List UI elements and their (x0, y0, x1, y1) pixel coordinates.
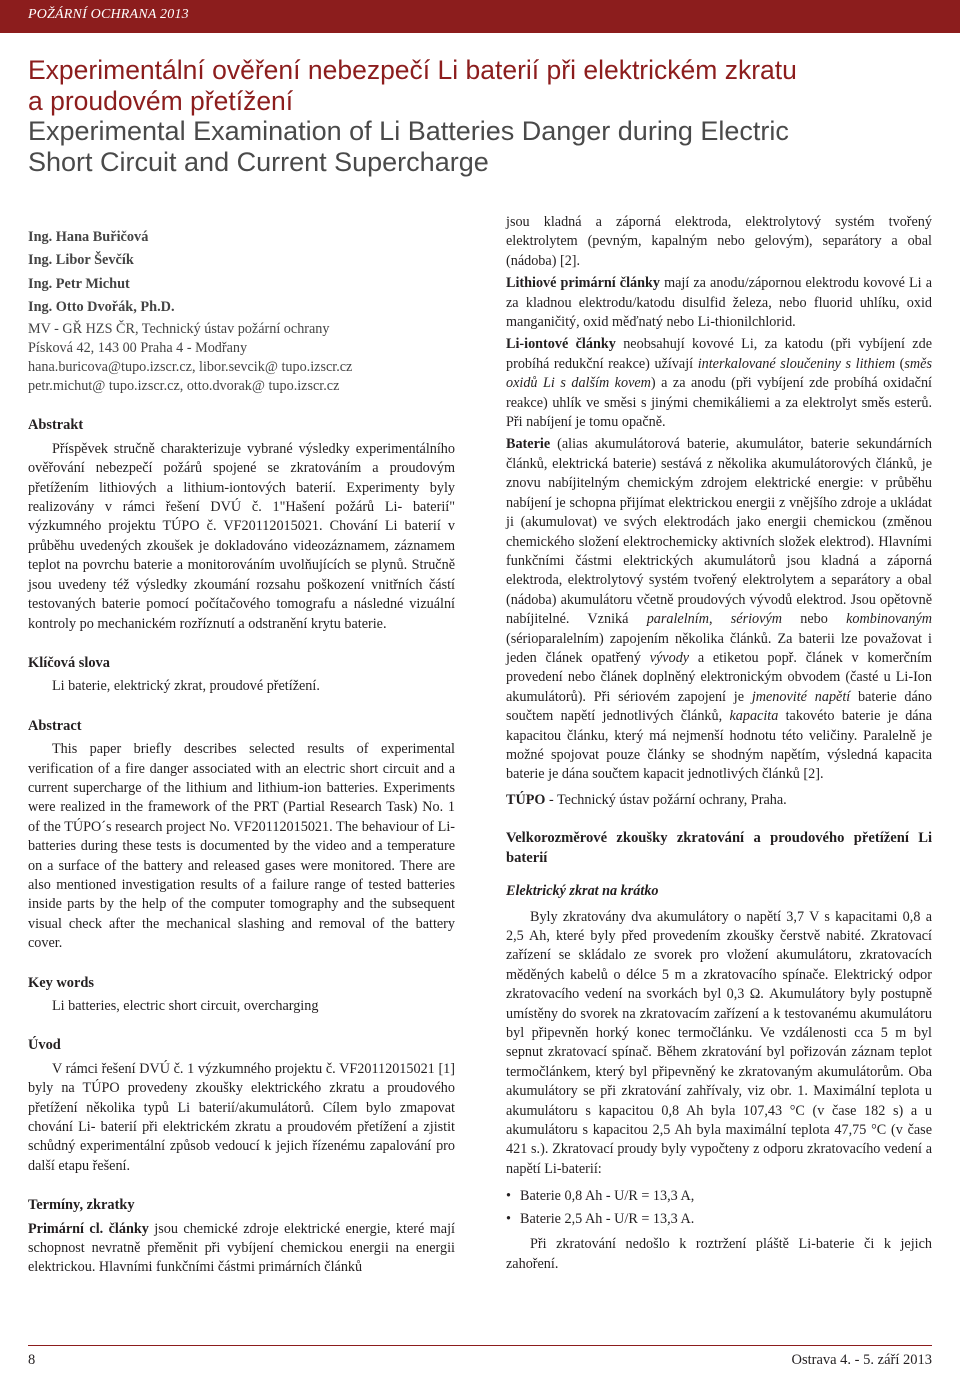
primarni-clanky-paragraph (28, 1220, 455, 1278)
paragraph: jsou kladná a záporná elektroda, elektrolytový systém tvořený elektrolytem (pevným, kapalným nebo gelovým), separátory a obal (nádoba) [2]. (506, 214, 932, 269)
li-iontove-paragraph (506, 335, 932, 432)
text-run: kapacita (729, 708, 779, 725)
term-lithiove: Lithiové primární články (506, 275, 660, 292)
title-block (28, 55, 928, 178)
author: Ing. Otto Dvořák, Ph.D. (28, 299, 175, 316)
title-en-line2: Short Circuit and Current Supercharge (28, 147, 489, 177)
text-run: a etiketou popř. článek v komerčním provedení nebo článek doplněný elektronickým obvodem (časté u Li-Ion akumulátorů). Při sériovém zapojení je (506, 649, 932, 705)
text-run: nebo (781, 611, 847, 628)
term-tupo-def: - Technický ústav požární ochrany, Praha. (545, 791, 787, 808)
list-item: • Baterie 0,8 Ah - U/R = 13,3 A, (506, 1185, 932, 1208)
affiliation-line: MV - GŘ HZS ČR, Technický ústav požární ochrany (28, 320, 330, 337)
page-number: 8 (28, 1352, 36, 1368)
text-run: kombinovaným (846, 611, 932, 628)
journal-header-bar (0, 0, 960, 33)
text-run: interkalované sloučeniny s lithiem (697, 355, 896, 372)
journal-name: POŽÁRNÍ OCHRANA 2013 (28, 7, 189, 22)
abstract-heading: Abstract (28, 717, 82, 734)
paragraph: Byly zkratovány dva akumulátory o napětí 3,7 V s kapacitami 0,8 a 2,5 Ah, které byly před provedením zkoušky čerstvě nabité. Zkratovací zařízení se skládalo ze svorek pro vložení akumulátoru, zkratovacích měděných kabelů o délce 5 m a zkratovacího spínače. Elektrický odpor zkratovacího vedení na svorkách byl 0,3 Ω. Akumulátory byly postupně umístěny do svorek na zkratovacím zařízení a k testovanému akumulátoru byl připevněn horký konec termočlánku. Ve vzdálenosti cca 5 m byl sepnut zkratovací spínač. Během zkratování byl pořizován záznam teplot termočlánkem, který byl připevněný ke zkratovaným akumulátorům. Oba akumulátory se při zkratování zahřívaly, viz obr. 1. Maximální teplota u akumulátoru s kapacitou 0,8 Ah byla 107,43 °C (v čase 182 s) a u akumulátoru s kapacitou 2,5 Ah byla maximální teplota 47,75 °C (v čase 421 s.). Zkratovací proudy byly vypočteny z odporu zkratovacího vedení a napětí Li-baterií: (506, 908, 932, 1177)
left-column (28, 226, 455, 1278)
text-run: takovéto baterie je dána kapacitou článku, který má nejmenší hodnotu této veličiny. Paralelně je možné spojovat pouze články se shodným napětím, výsledná kapacita baterie je dána součtem kapacit jednotlivých článků [2]. (506, 708, 932, 783)
terminy-heading: Termíny, zkratky (28, 1197, 135, 1214)
text-run: směs oxidů Li s dalším kovem (506, 355, 932, 392)
author-list (28, 226, 455, 320)
text-run: baterie dáno součtem napětí jednotlivých článků, (506, 688, 932, 725)
affiliation-email: hana.buricova@tupo.izscr.cz, libor.sevcik@ tupo.izscr.cz (28, 359, 353, 376)
author: Ing. Libor Ševčík (28, 252, 134, 269)
text-run: paralelním (646, 611, 709, 628)
conference-place-date: Ostrava 4. - 5. září 2013 (791, 1352, 932, 1368)
uvod-heading: Úvod (28, 1037, 61, 1054)
uvod-text: V rámci řešení DVÚ č. 1 výzkumného projektu č. VF20112015021 [1] byly na TÚPO provedeny zkoušky elektrického zkratu a proudového přetížení několika typů Li baterií/akumulátorů. Cílem bylo zmapovat chování Li- baterií při elektrickém zkratu a proudovém přetížení a zjistit schůdný experimentální způsob vedoucí k jejich řízenému zapalování pro další etapu řešení. (28, 1060, 455, 1174)
affiliation (28, 320, 455, 397)
author: Ing. Hana Buřičová (28, 229, 149, 245)
text-run: , (708, 611, 731, 628)
affiliation-line: Písková 42, 143 00 Praha 4 - Modřany (28, 339, 248, 356)
author: Ing. Petr Michut (28, 275, 130, 292)
text-run: (sérioparalelním) zapojením několika článků. Za baterii lze považovat i jeden článek opatřený (506, 630, 932, 666)
keywords-heading: Key words (28, 974, 94, 991)
term-primarni-def: jsou chemické zdroje elektrické energie, které mají schopnost nevratně přeměnit při vybíjení chemickou energii na energii elektrickou. Hlavními funkčními částmi primárních článků (28, 1220, 455, 1276)
term-baterie: Baterie (506, 436, 551, 453)
title-en-line1: Experimental Examination of Li Batteries Danger during Electric (28, 116, 789, 146)
term-li-iontove: Li-iontové články (506, 336, 616, 353)
affiliation-email: petr.michut@ tupo.izscr.cz, otto.dvorak@ tupo.izscr.cz (28, 378, 340, 395)
title-cz-line2: a proudovém přetížení (28, 85, 294, 116)
term-tupo: TÚPO (506, 791, 546, 808)
baterie-paragraph (506, 435, 932, 784)
text-run: sériovým (730, 611, 782, 628)
text-run: ) a za anodu (při vybíjení zde probíhá oxidační reakce) uhlík ve směsi s jinými chemikáliemi a za elektrolyt směs esterů. Při nabíjení je tomu opačně. (506, 375, 932, 431)
klicova-slova-text: Li baterie, elektrický zkrat, proudové přetížení. (52, 678, 320, 695)
abstrakt-text: Příspěvek stručně charakterizuje vybrané výsledky experimentálního ověřování nebezpečí požárů spojené se zkratováním a proudovým přetížením lithiových a lithium-iontových baterií. Experimenty byly realizovány v rámci řešení DVÚ č. 1"Hašení požárů Li- baterií" výzkumného projektu TÚPO č. VF20112015021. Chování Li baterií v průběhu uvedených zkoušek je dokladováno videozáznamem, záznamem teplot na povrchu baterie a monitorováním uvolňujících se plynů. Stručně jsou uvedeny též výsledky zkoumání rozsahu poškození vnitřních částí testovaných baterie pomocí počítačového tomografu a následné vizuální kontroly po mechanickém rozříznutí a odstranění krytu baterie. (28, 440, 455, 632)
text-run: neobsahují kovové Li, za katodu (při vybíjení zde probíhá redukční reakce) užívají (506, 336, 932, 372)
right-column (506, 213, 932, 1274)
tupo-paragraph (506, 791, 932, 810)
term-primarni: Primární cl. články (28, 1220, 149, 1237)
list-item: • Baterie 2,5 Ah - U/R = 13,3 A. (506, 1208, 932, 1231)
keywords-text: Li batteries, electric short circuit, overcharging (52, 998, 319, 1014)
klicova-slova-heading: Klíčová slova (28, 654, 110, 671)
footer-rule (28, 1345, 932, 1346)
lithiove-paragraph (506, 274, 932, 332)
text-run: (alias akumulátorová baterie, akumulátor, baterie sekundárních článků, elektrická baterie) sestává z několika akumulátorových článků, je znovu nabíjitelným chemickým zdrojem elektrické energie: v průběhu nabíjení je schopna přijímat elektrickou energii z vnějšího zdroje a ukládat ji (akumulovat) ve svých elektrodách jako energii chemickou (změnou chemického složení elektrochemicky aktivních složek elektrod). Hlavními funkčními částmi elektrických akumulátorů jsou kladná a záporná elektroda, elektrolytový systém tvořený elektrolytem a separátory a obal (nádoba) akumulátoru včetně proudových vývodů elektrod. Jsou opětovně nabíjitelné. Vzniká (506, 436, 932, 628)
abstract-text: This paper briefly describes selected results of experimental verification of a fire danger associated with an electric short circuit and a current supercharge of the lithium and lithium-ion batteries. Experiments were realized in the framework of the PRT (Partial Research Task) No. 1 of the TÚPO´s research project No. VF20112015021. The behaviour of Li- batteries during these tests is documented by the video and a temperature on a surface of the battery and released gases were monitored. There are also mentioned investigation results of a failure range of tested batteries inside parts by the help of the computer tomography and the subsequent visual check after the mechanical slashing and removal of the battery cover. (28, 741, 455, 952)
paragraph: Při zkratování nedošlo k roztržení pláště Li-baterie či k jejich zahoření. (506, 1236, 932, 1272)
bullet-list (506, 1185, 932, 1231)
abstrakt-heading: Abstrakt (28, 417, 84, 434)
term-lithiove-def: mají za anodu/zápornou elektrodu kovové Li a za kladnou elektrodu/katodu disulfid železa, nebo fluorid uhlíku, oxid manganičitý, oxid měďnatý nebo Li-thionilchlorid. (506, 275, 932, 331)
text-run: ( (895, 355, 905, 372)
title-cz-line1: Experimentální ověření nebezpečí Li baterií při elektrickém zkratu (28, 55, 797, 85)
text-run: vývody (649, 649, 690, 666)
section-heading: Velkorozměrové zkoušky zkratování a proudového přetížení Li baterií (506, 830, 932, 867)
subsection-heading: Elektrický zkrat na krátko (506, 883, 659, 900)
text-run: jmenovité napětí (751, 688, 851, 705)
